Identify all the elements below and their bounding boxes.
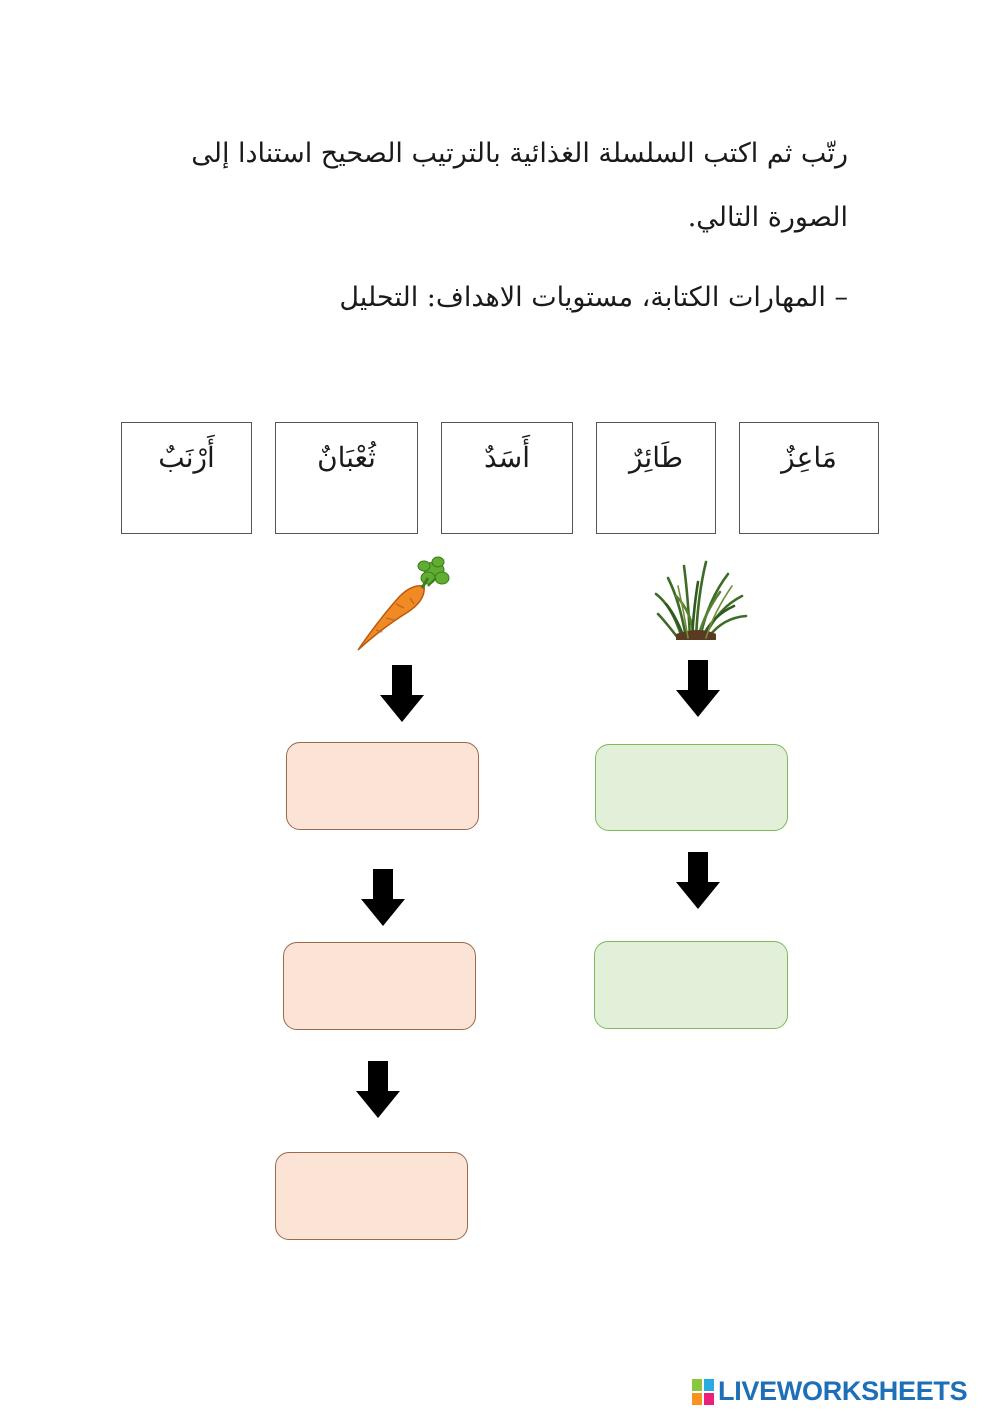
word-label: مَاعِزٌ [781, 441, 837, 474]
answer-box-carrot-2[interactable] [283, 942, 476, 1030]
word-card-snake[interactable] [275, 422, 418, 534]
down-arrow-icon [355, 1061, 401, 1119]
grass-image [654, 556, 748, 642]
instruction-line-3: – المهارات الكتابة، مستويات الاهداف: التحليل [339, 282, 848, 313]
liveworksheets-logo-icon [692, 1379, 714, 1405]
word-card-lion[interactable] [441, 422, 573, 534]
word-label: طَائِرٌ [628, 441, 684, 474]
down-arrow-icon [675, 660, 721, 718]
answer-box-carrot-1[interactable] [286, 742, 479, 830]
word-card-rabbit[interactable] [121, 422, 252, 534]
answer-box-carrot-3[interactable] [275, 1152, 468, 1240]
brand-name: LIVEWORKSHEETS [718, 1376, 968, 1406]
down-arrow-icon [379, 665, 425, 723]
answer-box-grass-1[interactable] [595, 744, 788, 831]
word-label: أَسَدٌ [484, 441, 530, 474]
word-card-bird[interactable] [596, 422, 716, 534]
word-card-goat[interactable] [739, 422, 879, 534]
instruction-line-1: رتّب ثم اكتب السلسلة الغذائية بالترتيب الصحيح استنادا إلى [191, 138, 848, 169]
answer-box-grass-2[interactable] [594, 941, 788, 1029]
instruction-line-2: الصورة التالي. [687, 202, 848, 233]
carrot-image [352, 556, 450, 654]
word-label: أَرْنَبٌ [158, 441, 215, 474]
down-arrow-icon [360, 869, 406, 927]
down-arrow-icon [675, 852, 721, 910]
liveworksheets-logo[interactable] [692, 1376, 967, 1407]
word-label: ثُعْبَانٌ [317, 441, 376, 474]
